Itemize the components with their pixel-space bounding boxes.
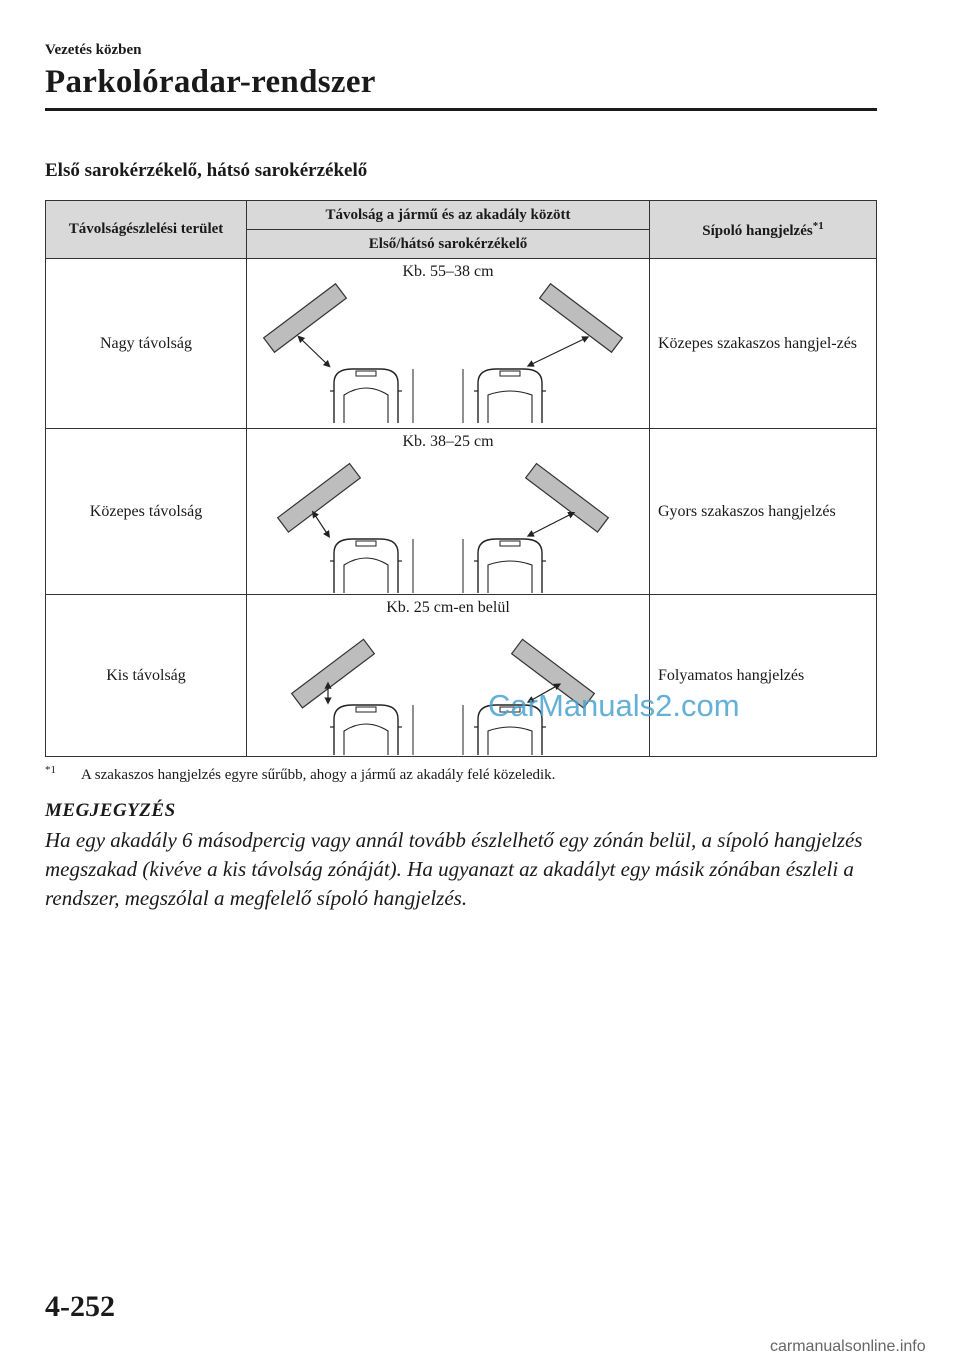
- diagram-cell: [247, 595, 650, 757]
- header-zone: Távolságészlelési terület: [46, 201, 247, 259]
- distance-arrow-left: [314, 514, 328, 535]
- header-beep: [650, 201, 877, 259]
- beep-cell: Gyors szakaszos hangjelzés: [650, 429, 877, 595]
- obstacle-left: [292, 639, 375, 708]
- page-title: Parkolóradar-rendszer: [45, 64, 376, 100]
- footnote: [45, 764, 875, 784]
- car-rear-view: [474, 369, 546, 423]
- distance-arrow-left: [300, 338, 328, 365]
- car-front-view: [330, 705, 402, 755]
- section-label: Vezetés közben: [45, 42, 142, 58]
- table-row: [46, 259, 877, 429]
- footer-site-url: carmanualsonline.info: [770, 1338, 926, 1355]
- car-front-view: [330, 369, 402, 423]
- obstacle-right: [540, 284, 623, 353]
- title-divider: [45, 108, 877, 111]
- range-label: Kb. 25 cm-en belül: [386, 599, 510, 616]
- distance-arrow-right: [530, 338, 586, 365]
- zone-cell: Közepes távolság: [46, 429, 247, 595]
- table-row: [46, 595, 877, 757]
- sensor-diagram: [248, 453, 648, 593]
- diagram-cell: [247, 429, 650, 595]
- note-body: Ha egy akadály 6 másodpercig vagy annál tovább észlelhető egy zónán belül, a sípoló hangjelzés megszakad (kivéve a kis távolság zónáját). Ha ugyanazt az akadályt egy másik zónában észleli a rendszer, megszólal a megfelelő sípoló hangjelzés.: [45, 828, 863, 910]
- diagram-cell: [247, 259, 650, 429]
- beep-cell: Közepes szakaszos hangjel-zés: [650, 259, 877, 429]
- subheading: Első sarokérzékelő, hátsó sarokérzékelő: [45, 160, 368, 181]
- header-distance-sub: Első/hátsó sarokérzékelő: [247, 230, 650, 259]
- page-number: 4-252: [45, 1290, 115, 1323]
- header-distance: Távolság a jármű és az akadály között: [247, 201, 650, 230]
- table-row: [46, 429, 877, 595]
- footnote-text: A szakaszos hangjelzés egyre sűrűbb, ahogy a jármű az akadály felé közeledik.: [81, 767, 556, 783]
- car-front-view: [330, 539, 402, 593]
- sensor-diagram: [248, 283, 648, 423]
- distance-table: [45, 200, 877, 757]
- watermark-logo: CarManuals2.com: [488, 688, 740, 723]
- note-title: MEGJEGYZÉS: [45, 800, 176, 821]
- header-beep-label: Sípoló hangjelzés: [702, 222, 813, 239]
- zone-cell: Nagy távolság: [46, 259, 247, 429]
- beep-cell: Folyamatos hangjelzés: [650, 595, 877, 757]
- range-label: Kb. 38–25 cm: [402, 433, 494, 450]
- sensor-diagram: [248, 619, 648, 755]
- distance-arrow-right: [530, 514, 572, 535]
- footnote-mark: *1: [45, 764, 56, 776]
- zone-cell: Kis távolság: [46, 595, 247, 757]
- car-rear-view: [474, 539, 546, 593]
- range-label: Kb. 55–38 cm: [402, 263, 494, 280]
- obstacle-right: [526, 464, 609, 533]
- header-beep-ref: *1: [812, 219, 824, 232]
